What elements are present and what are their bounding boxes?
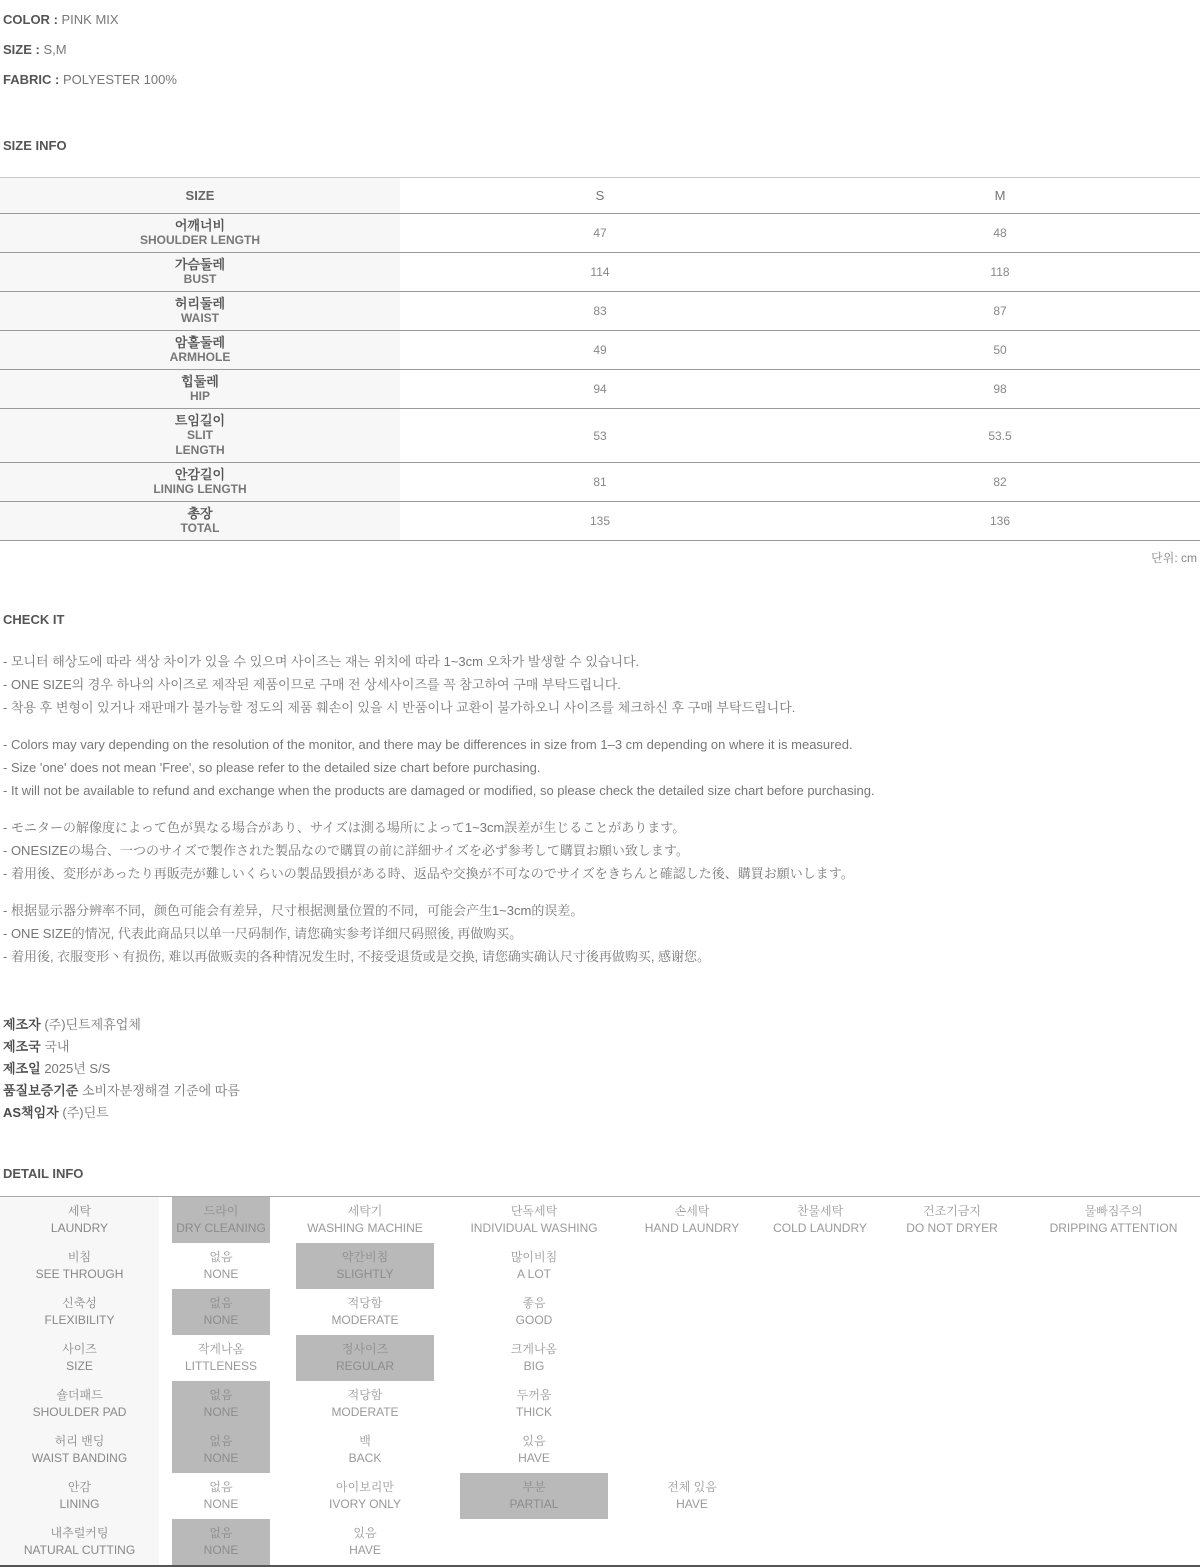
maker-value: (주)딘트제휴업체 xyxy=(44,1017,141,1032)
size-value-m: 98 xyxy=(993,382,1007,396)
size-value-s: 47 xyxy=(593,226,607,240)
care-option: 없음 NONE xyxy=(159,1381,283,1427)
maker-line-as xyxy=(3,1102,1197,1124)
maker-value: 국내 xyxy=(44,1039,70,1054)
check-line: - ONESIZEの場合、一つのサイズで製作された製品なので購買の前に詳細サイズを必ず参考して購買お願い致します。 xyxy=(3,843,689,858)
check-line: - It will not be available to refund and exchange when the products are damaged or modified, so please check the detailed size chart before purchasing. xyxy=(3,783,875,798)
attr-value: POLYESTER 100% xyxy=(62,71,177,87)
check-line: - 着用後, 衣服变形丶有损伤, 难以再做贩卖的各种情况发生时, 不接受退货或是交换, 请您确实确认尺寸後再做购买, 感谢您。 xyxy=(3,949,711,964)
care-option: 있음 HAVE xyxy=(518,1434,550,1465)
size-label-en: TOTAL xyxy=(180,521,220,535)
check-block-korean xyxy=(3,650,1197,719)
care-label-waist-banding: 허리 밴딩 WAIST BANDING xyxy=(0,1427,159,1473)
attr-label: COLOR xyxy=(3,11,50,27)
attr-separator: : xyxy=(49,11,62,27)
product-attributes xyxy=(0,4,1200,94)
size-table-header-m: M xyxy=(994,188,1006,203)
care-option: 건조기금지 DO NOT DRYER xyxy=(906,1204,998,1235)
size-label-en: WAIST xyxy=(181,311,219,325)
size-label-en: LINING LENGTH xyxy=(153,482,247,496)
check-line: - Colors may vary depending on the resolution of the monitor, and there may be differences in size from 1–3 cm depending on where it is measured. xyxy=(3,737,853,752)
size-value-s: 81 xyxy=(593,475,607,489)
manufacturer-info xyxy=(0,1014,1200,1124)
check-line: - ONE SIZE的情况, 代表此商品只以单一尺码制作, 请您确实参考详细尺码照後, 再做购买。 xyxy=(3,926,523,941)
care-option: 없음 NONE xyxy=(159,1289,283,1335)
care-option: 없음 NONE xyxy=(203,1480,239,1511)
size-label-en: HIP xyxy=(189,389,210,403)
check-it-notes xyxy=(0,650,1200,968)
check-it-heading: CHECK IT xyxy=(3,612,65,627)
care-label-flexibility: 신축성 FLEXIBILITY xyxy=(0,1289,159,1335)
care-option: 물빠짐주의 DRIPPING ATTENTION xyxy=(1049,1204,1178,1235)
size-label-kr: 트임길이 xyxy=(174,413,226,428)
unit-note: 단위: cm xyxy=(1151,551,1197,565)
maker-label: 제조국 xyxy=(3,1039,41,1054)
check-line: - Size 'one' does not mean 'Free', so please refer to the detailed size chart before purchasing. xyxy=(3,760,541,775)
check-block-english xyxy=(3,733,1197,802)
maker-line-manufacturer xyxy=(3,1014,1197,1036)
maker-value: 소비자분쟁해결 기준에 따름 xyxy=(81,1083,240,1098)
care-option: 찬물세탁 COLD LAUNDRY xyxy=(773,1204,867,1235)
size-value-s: 53 xyxy=(593,428,607,443)
check-line: - 着用後、変形があったり再販売が難しいくらいの製品毀損がある時、返品や交換が不可なのでサイズをきちんと確認した後、購買お願いします。 xyxy=(3,866,854,881)
attr-label: SIZE xyxy=(3,41,32,57)
care-option: 없음 NONE xyxy=(159,1519,283,1565)
check-block-japanese xyxy=(3,816,1197,885)
maker-line-country xyxy=(3,1036,1197,1058)
size-label-kr: 안감길이 xyxy=(174,467,226,482)
size-value-s: 83 xyxy=(593,304,607,318)
detail-info-heading: DETAIL INFO xyxy=(3,1166,84,1181)
size-row-waist xyxy=(0,292,1200,331)
care-label-see-through: 비침 SEE THROUGH xyxy=(0,1243,159,1289)
size-row-armhole xyxy=(0,331,1200,370)
care-option: 전체 있음 HAVE xyxy=(667,1480,717,1511)
size-label-en: ARMHOLE xyxy=(169,350,231,364)
care-table xyxy=(0,1196,1200,1567)
attr-separator: : xyxy=(31,41,44,57)
size-label-en: BUST xyxy=(183,272,217,286)
maker-label: 제조일 xyxy=(3,1061,41,1076)
size-value-m: 87 xyxy=(993,304,1007,318)
maker-line-date xyxy=(3,1058,1197,1080)
care-option: 손세탁 HAND LAUNDRY xyxy=(644,1204,740,1235)
size-label-kr: 가슴둘레 xyxy=(174,257,226,272)
size-table-header-row xyxy=(0,178,1200,214)
product-attr-color xyxy=(3,4,1197,34)
product-attr-fabric xyxy=(3,64,1197,94)
maker-label: 제조자 xyxy=(3,1017,41,1032)
care-option: 백 BACK xyxy=(348,1434,382,1465)
size-value-s: 114 xyxy=(590,265,610,279)
care-option: 작게나옴 LITTLENESS xyxy=(184,1342,258,1373)
care-option: 좋음 GOOD xyxy=(515,1296,553,1327)
care-option: 정사이즈 REGULAR xyxy=(283,1335,447,1381)
size-value-m: 53.5 xyxy=(988,428,1012,443)
size-label-en: SLIT LENGTH xyxy=(175,428,225,457)
size-value-m: 48 xyxy=(993,226,1007,240)
care-option: 많이비침 A LOT xyxy=(510,1250,558,1281)
maker-line-warranty xyxy=(3,1080,1197,1102)
size-table-header-size: SIZE xyxy=(0,178,400,214)
care-option: 있음 HAVE xyxy=(349,1526,381,1557)
check-line: - 착용 후 변형이 있거나 재판매가 불가능할 정도의 제품 훼손이 있을 시 반품이나 교환이 불가하오니 사이즈를 체크하신 후 구매 부탁드립니다. xyxy=(3,700,796,715)
care-option: 세탁기 WASHING MACHINE xyxy=(307,1204,423,1235)
care-option: 약간비침 SLIGHTLY xyxy=(283,1243,447,1289)
size-value-m: 82 xyxy=(993,475,1007,489)
size-label-en: SHOULDER LENGTH xyxy=(140,233,260,247)
size-value-m: 50 xyxy=(993,343,1007,357)
size-value-m: 136 xyxy=(989,514,1011,528)
attr-label: FABRIC xyxy=(3,71,52,87)
care-label-shoulder-pad: 숄더패드 SHOULDER PAD xyxy=(0,1381,159,1427)
size-label-kr: 암홀둘레 xyxy=(174,335,226,350)
size-row-lining-length xyxy=(0,463,1200,502)
size-label-kr: 허리둘레 xyxy=(174,296,226,311)
size-row-slit-length xyxy=(0,409,1200,463)
size-row-shoulder xyxy=(0,214,1200,253)
size-label-kr: 힙둘레 xyxy=(181,374,219,389)
size-value-s: 94 xyxy=(593,382,607,396)
maker-label: 품질보증기준 xyxy=(3,1083,79,1098)
product-attr-size xyxy=(3,34,1197,64)
care-option: 적당함 MODERATE xyxy=(331,1296,399,1327)
size-table-header-s: S xyxy=(595,188,605,203)
maker-label: AS책임자 xyxy=(3,1105,59,1120)
check-line: - モニターの解像度によって色が異なる場合があり、サイズは測る場所によって1~3cm誤差が生じることがあります。 xyxy=(3,820,686,835)
attr-value: S,M xyxy=(43,41,67,57)
maker-value: (주)딘트 xyxy=(62,1105,109,1120)
check-line: - 根据显示器分辨率不同，颜色可能会有差异，尺寸根据测量位置的不同，可能会产生1~3cm的误差。 xyxy=(3,903,584,918)
size-row-bust xyxy=(0,253,1200,292)
care-option: 크게나옴 BIG xyxy=(510,1342,558,1373)
check-block-chinese xyxy=(3,899,1197,968)
size-value-s: 49 xyxy=(593,343,607,357)
care-option: 드라이 DRY CLEANING xyxy=(159,1197,283,1243)
size-row-total xyxy=(0,502,1200,541)
care-option: 아이보리만 IVORY ONLY xyxy=(328,1480,402,1511)
size-label-kr: 어깨너비 xyxy=(174,218,226,233)
size-info-heading: SIZE INFO xyxy=(3,138,67,153)
size-table xyxy=(0,177,1200,541)
attr-value: PINK MIX xyxy=(61,11,119,27)
size-row-hip xyxy=(0,370,1200,409)
care-option: 적당함 MODERATE xyxy=(331,1388,399,1419)
size-label-kr: 총장 xyxy=(187,506,213,521)
care-option: 단독세탁 INDIVIDUAL WASHING xyxy=(470,1204,598,1235)
check-line: - ONE SIZE의 경우 하나의 사이즈로 제작된 제품이므로 구매 전 상세사이즈를 꼭 참고하여 구매 부탁드립니다. xyxy=(3,677,621,692)
attr-separator: : xyxy=(51,71,63,87)
care-option: 없음 NONE xyxy=(159,1427,283,1473)
size-value-m: 118 xyxy=(990,265,1010,279)
care-label-laundry: 세탁 LAUNDRY xyxy=(0,1197,159,1243)
care-option: 두꺼움 THICK xyxy=(516,1388,552,1419)
check-line: - 모니터 해상도에 따라 색상 차이가 있을 수 있으며 사이즈는 재는 위치에 따라 1~3cm 오차가 발생할 수 있습니다. xyxy=(3,654,640,669)
care-label-lining: 안감 LINING xyxy=(0,1473,159,1519)
maker-value: 2025년 S/S xyxy=(44,1061,111,1076)
care-label-size: 사이즈 SIZE xyxy=(0,1335,159,1381)
care-option: 부분 PARTIAL xyxy=(447,1473,621,1519)
size-value-s: 135 xyxy=(589,514,611,528)
care-option: 없음 NONE xyxy=(203,1250,239,1281)
care-label-natural-cutting: 내추럴커팅 NATURAL CUTTING xyxy=(0,1519,159,1565)
